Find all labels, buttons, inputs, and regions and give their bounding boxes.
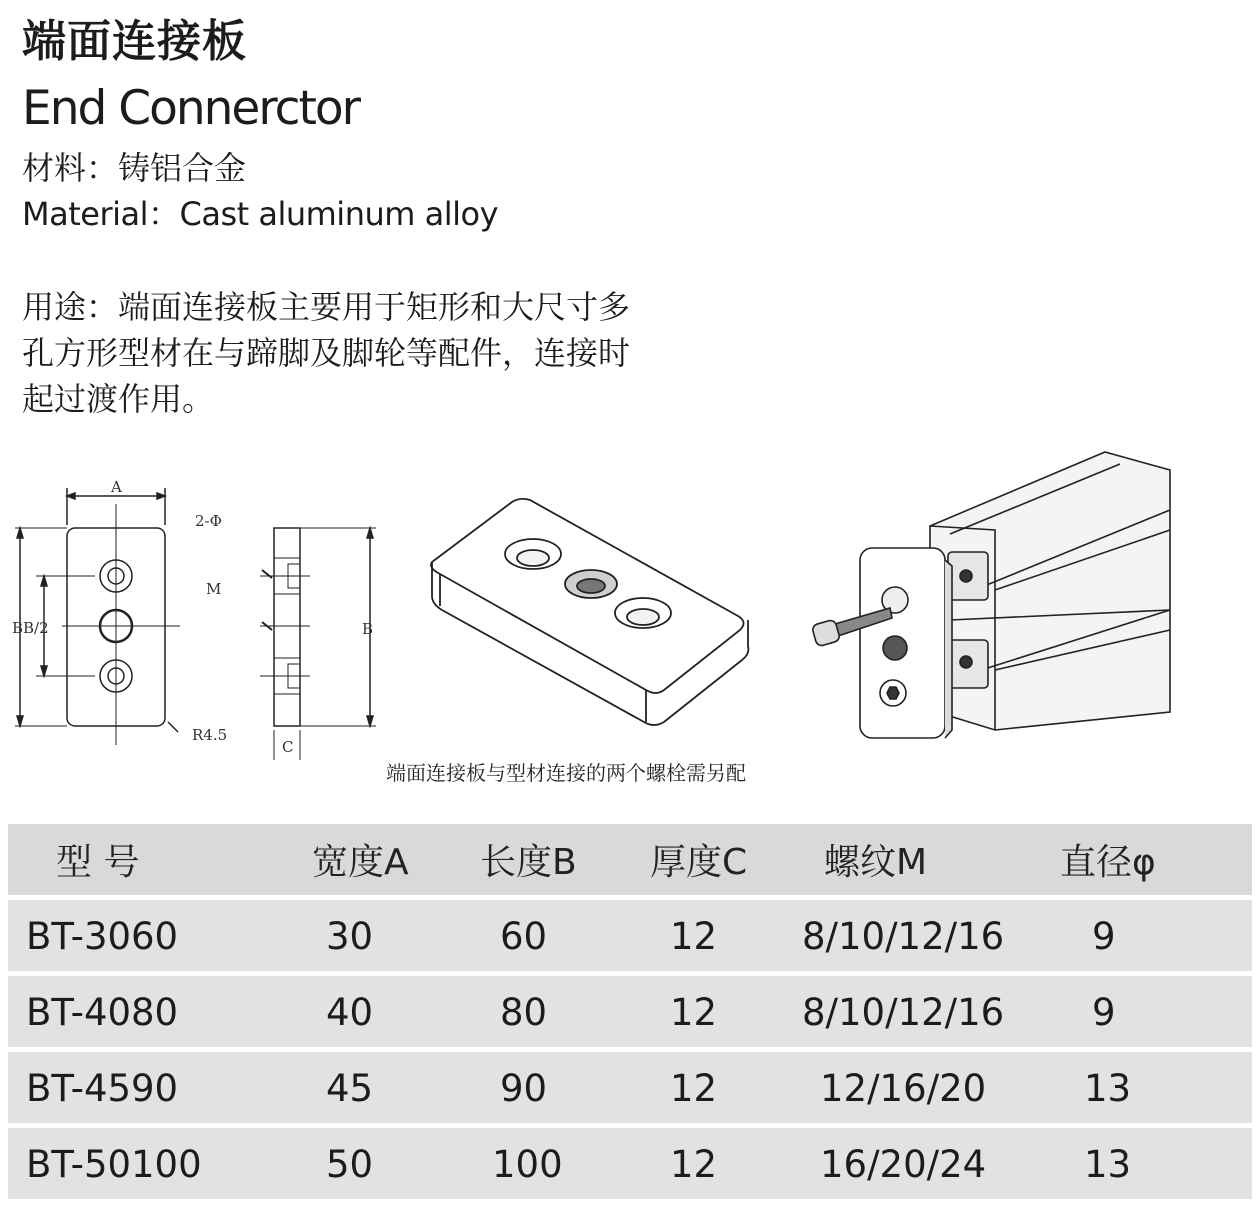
cell-model: BT-4080 [26, 991, 179, 1034]
dimension-label-c: C [282, 738, 294, 756]
cell-length: 100 [492, 1143, 563, 1186]
cell-width: 40 [326, 991, 374, 1034]
cell-model: BT-4590 [26, 1067, 179, 1110]
cell-length: 80 [500, 991, 548, 1034]
table-row [8, 976, 1252, 1047]
cell-length: 90 [500, 1067, 548, 1110]
dimension-label-bb2: BB/2 [12, 619, 49, 637]
column-header-length: 长度B [480, 842, 577, 883]
cell-diameter: 13 [1084, 1143, 1132, 1186]
cell-width: 45 [326, 1067, 374, 1110]
cell-width: 50 [326, 1143, 374, 1186]
usage-description [22, 284, 712, 422]
cell-length: 60 [500, 915, 548, 958]
thread-label-m: M [206, 580, 222, 598]
hole-diameter-label: 2-Φ [195, 512, 222, 530]
column-header-diameter: 直径φ [1060, 842, 1156, 883]
column-header-thickness: 厚度C [650, 842, 748, 883]
usage-line: 起过渡作用。 [22, 380, 215, 418]
cell-model: BT-3060 [26, 915, 179, 958]
column-header-model: 型 号 [56, 842, 140, 883]
table-row [8, 1052, 1252, 1123]
cell-thread: 8/10/12/16 [802, 915, 1005, 958]
assembly-render [811, 452, 1170, 738]
column-header-thread: 螺纹M [824, 842, 928, 883]
specification-table [8, 824, 1252, 1204]
cell-thickness: 12 [670, 1143, 718, 1186]
cell-thread: 16/20/24 [820, 1143, 987, 1186]
table-row [8, 900, 1252, 971]
side-view-drawing [250, 528, 376, 760]
product-illustrations [0, 440, 1260, 760]
cell-thread: 8/10/12/16 [802, 991, 1005, 1034]
cell-thickness: 12 [670, 991, 718, 1034]
table-row [8, 1128, 1252, 1199]
cell-diameter: 9 [1092, 991, 1116, 1034]
page-title-english: End Connerctor [22, 81, 359, 136]
cell-diameter: 9 [1092, 915, 1116, 958]
radius-label: R4.5 [192, 726, 228, 744]
front-view-drawing [15, 488, 180, 745]
cell-thickness: 12 [670, 915, 718, 958]
dimension-label-a: A [111, 478, 122, 496]
material-chinese: 材料：铸铝合金 [22, 149, 247, 187]
cell-thread: 12/16/20 [820, 1067, 987, 1110]
column-header-width: 宽度A [312, 842, 409, 883]
cell-width: 30 [326, 915, 374, 958]
dimension-label-b: B [362, 620, 374, 638]
usage-line: 孔方形型材在与蹄脚及脚轮等配件，连接时 [22, 334, 631, 372]
cell-diameter: 13 [1084, 1067, 1132, 1110]
plate-render [431, 499, 748, 725]
material-english: Material：Cast aluminum alloy [22, 195, 499, 233]
table-header-row [8, 824, 1252, 895]
cell-model: BT-50100 [26, 1143, 202, 1186]
page-title-chinese: 端面连接板 [22, 16, 247, 67]
usage-line: 用途：端面连接板主要用于矩形和大尺寸多 [22, 288, 631, 326]
assembly-caption: 端面连接板与型材连接的两个螺栓需另配 [386, 761, 746, 785]
cell-thickness: 12 [670, 1067, 718, 1110]
